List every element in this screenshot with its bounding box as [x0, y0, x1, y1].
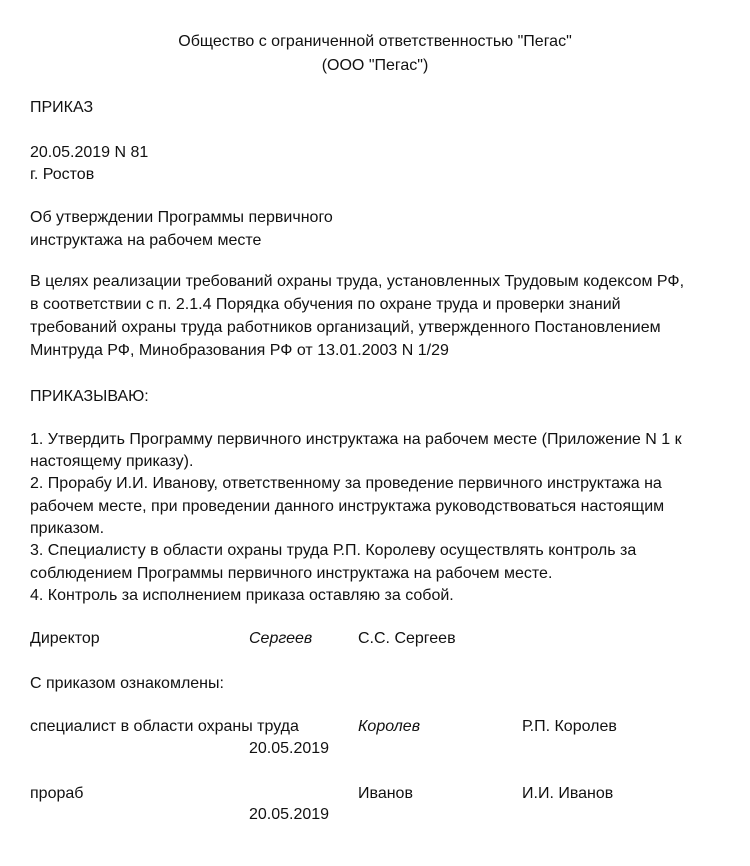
date-number: 20.05.2019 N 81: [30, 144, 149, 161]
order-item-line: рабочем месте, при проведении данного инструктажа руководствоваться настоящим: [30, 498, 665, 515]
director-name: С.С. Сергеев: [358, 630, 456, 647]
order-item-line: 3. Специалисту в области охраны труда Р.П. Королеву осуществлять контроль за: [30, 542, 637, 559]
order-item-line: 1. Утвердить Программу первичного инструктажа на рабочем месте (Приложение N 1 к: [30, 431, 682, 448]
director-title: Директор: [30, 630, 100, 647]
preamble-line: Минтруда РФ, Минобразования РФ от 13.01.2003 N 1/29: [30, 342, 449, 359]
preamble-line: в соответствии с п. 2.1.4 Порядка обучения по охране труда и проверки знаний: [30, 296, 621, 313]
preamble-line: требований охраны труда работников организаций, утвержденного Постановлением: [30, 319, 661, 336]
subject-line: Об утверждении Программы первичного: [30, 209, 333, 226]
subject-line: инструктажа на рабочем месте: [30, 232, 262, 249]
order-item-line: 2. Прорабу И.И. Иванову, ответственному за проведение первичного инструктажа на: [30, 475, 662, 492]
acquainted-position: прораб: [30, 785, 84, 802]
order-item-line: приказом.: [30, 520, 105, 537]
director-signature: Сергеев: [249, 630, 313, 647]
acquainted-name: Р.П. Королев: [522, 718, 617, 735]
acquainted-position: специалист в области охраны труда: [30, 718, 299, 735]
city: г. Ростов: [30, 166, 95, 183]
acquainted-signature: Иванов: [358, 785, 413, 802]
acquainted-label: С приказом ознакомлены:: [30, 675, 224, 692]
org-short-name: (ООО "Пегас"): [321, 57, 429, 74]
org-full-name: Общество с ограниченной ответственностью "Пегас": [178, 33, 572, 50]
order-word: ПРИКАЗЫВАЮ:: [30, 388, 149, 405]
acquainted-signature: Королев: [358, 718, 421, 735]
doc-type: ПРИКАЗ: [30, 99, 94, 116]
acquainted-date: 20.05.2019: [249, 806, 330, 823]
order-item-line: соблюдением Программы первичного инструктажа на рабочем месте.: [30, 565, 553, 582]
acquainted-date: 20.05.2019: [249, 740, 330, 757]
order-item-line: 4. Контроль за исполнением приказа оставляю за собой.: [30, 587, 454, 604]
order-item-line: настоящему приказу).: [30, 453, 194, 470]
acquainted-name: И.И. Иванов: [522, 785, 614, 802]
preamble-line: В целях реализации требований охраны труда, установленных Трудовым кодексом РФ,: [30, 273, 685, 290]
